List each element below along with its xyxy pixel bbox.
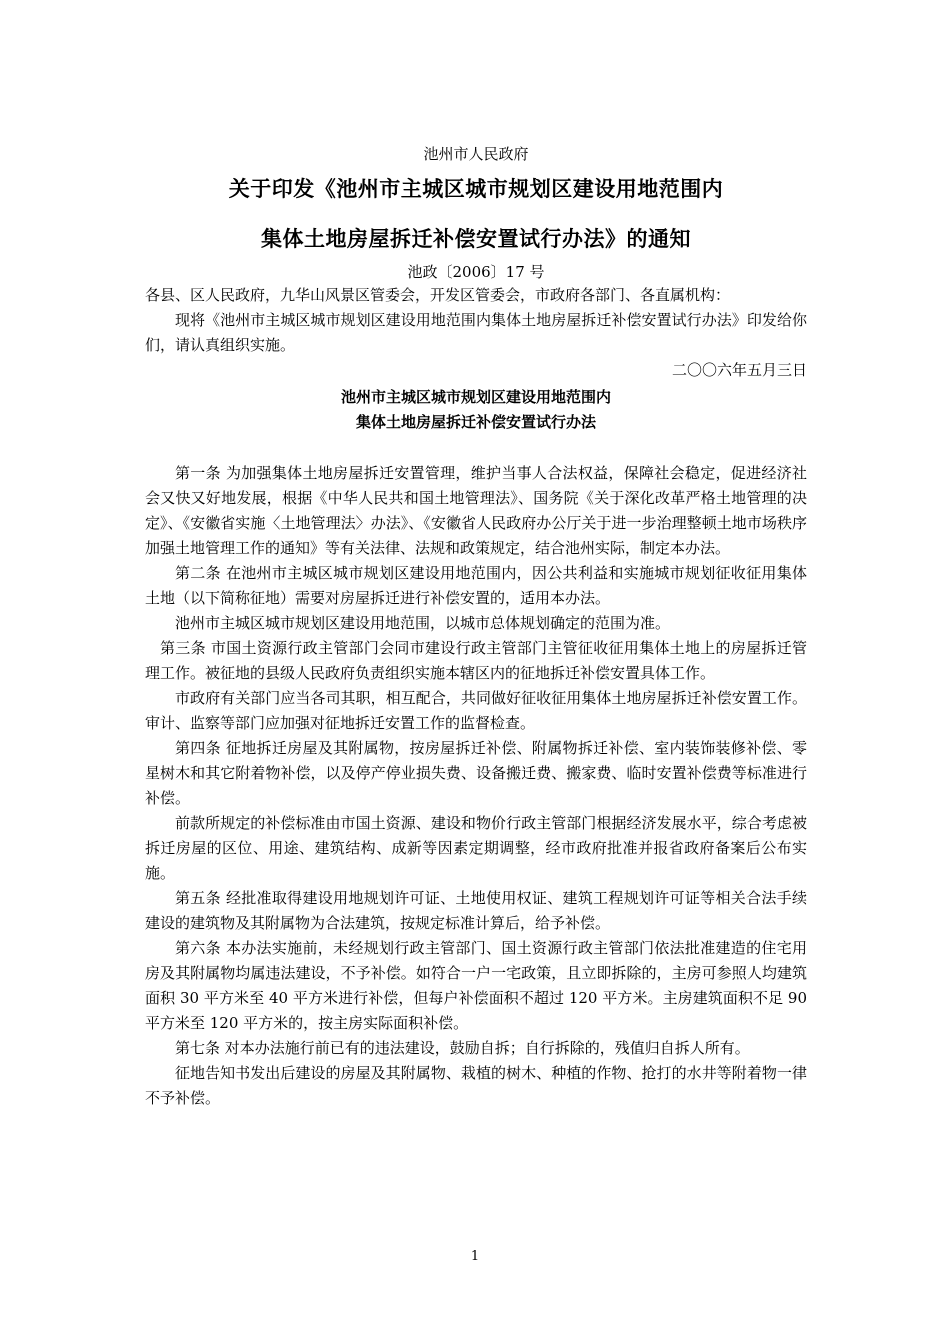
notice-title-line-2: 集体土地房屋拆迁补偿安置试行办法》的通知 bbox=[261, 226, 691, 251]
document-content bbox=[145, 140, 807, 1111]
notice-title-line-1: 关于印发《池州市主城区城市规划区建设用地范围内 bbox=[228, 176, 724, 201]
issue-date: 二〇〇六年五月三日 bbox=[671, 361, 807, 379]
article-4: 第四条 征地拆迁房屋及其附属物，按房屋拆迁补偿、附属物拆迁补偿、室内装饰装修补偿、零星树木和其它附着物补偿，以及停产停业损失费、设备搬迁费、搬家费、临时安置补偿费等标准进行补偿。 bbox=[145, 739, 807, 807]
article-3: 第三条 市国土资源行政主管部门会同市建设行政主管部门主管征收征用集体土地上的房屋拆迁管理工作。被征地的县级人民政府负责组织实施本辖区内的征地拆迁补偿安置具体工作。 bbox=[145, 639, 807, 682]
article-3-duties: 市政府有关部门应当各司其职，相互配合，共同做好征收征用集体土地房屋拆迁补偿安置工作。审计、监察等部门应加强对征地拆迁安置工作的监督检查。 bbox=[145, 689, 807, 732]
article-1: 第一条 为加强集体土地房屋拆迁安置管理，维护当事人合法权益，保障社会稳定，促进经济社会又快又好地发展，根据《中华人民共和国土地管理法》、国务院《关于深化改革严格土地管理的决定》、《安徽省实施〈土地管理法〉办法》、《安徽省人民政府办公厅关于进一步治理整顿土地市场秩序加强土地管理工作的通知》等有关法律、法规和政策规定，结合池州实际，制定本办法。 bbox=[145, 464, 807, 557]
article-2-scope: 池州市主城区城市规划区建设用地范围，以城市总体规划确定的范围为准。 bbox=[175, 614, 671, 632]
notice-body: 现将《池州市主城区城市规划区建设用地范围内集体土地房屋拆迁补偿安置试行办法》印发给你们，请认真组织实施。 bbox=[145, 311, 807, 354]
measures-title-line-2: 集体土地房屋拆迁补偿安置试行办法 bbox=[355, 413, 596, 431]
document-number: 池政〔2006〕17 号 bbox=[407, 263, 545, 281]
issuer-name: 池州市人民政府 bbox=[423, 145, 529, 163]
article-6: 第六条 本办法实施前，未经规划行政主管部门、国土资源行政主管部门依法批准建造的住宅用房及其附属物均属违法建设，不予补偿。如符合一户一宅政策，且立即拆除的，主房可参照人均建筑面积 30 平方米至 40 平方米进行补偿，但每户补偿面积不超过 120 平方米。主房建筑面积不足 90 平方米至 120 平方米的，按主房实际面积补偿。 bbox=[145, 939, 807, 1032]
page-number: 1 bbox=[470, 1249, 480, 1264]
article-2: 第二条 在池州市主城区城市规划区建设用地范围内，因公共利益和实施城市规划征收征用集体土地（以下简称征地）需要对房屋拆迁进行补偿安置的，适用本办法。 bbox=[145, 564, 807, 607]
spacer bbox=[145, 435, 807, 461]
article-7: 第七条 对本办法施行前已有的违法建设，鼓励自拆；自行拆除的，残值归自拆人所有。 bbox=[175, 1039, 750, 1057]
article-4-standards: 前款所规定的补偿标准由市国土资源、建设和物价行政主管部门根据经济发展水平，综合考虑被拆迁房屋的区位、用途、建筑结构、成新等因素定期调整，经市政府批准并报省政府备案后公布实施。 bbox=[145, 814, 807, 882]
addressees: 各县、区人民政府，九华山风景区管委会，开发区管委会，市政府各部门、各直属机构： bbox=[145, 286, 731, 304]
article-7-no-compensation: 征地告知书发出后建设的房屋及其附属物、栽植的树木、种植的作物、抢打的水井等附着物一律不予补偿。 bbox=[145, 1064, 807, 1107]
article-5: 第五条 经批准取得建设用地规划许可证、土地使用权证、建筑工程规划许可证等相关合法手续建设的建筑物及其附属物为合法建筑，按规定标准计算后，给予补偿。 bbox=[145, 889, 807, 932]
measures-title-line-1: 池州市主城区城市规划区建设用地范围内 bbox=[340, 388, 611, 406]
